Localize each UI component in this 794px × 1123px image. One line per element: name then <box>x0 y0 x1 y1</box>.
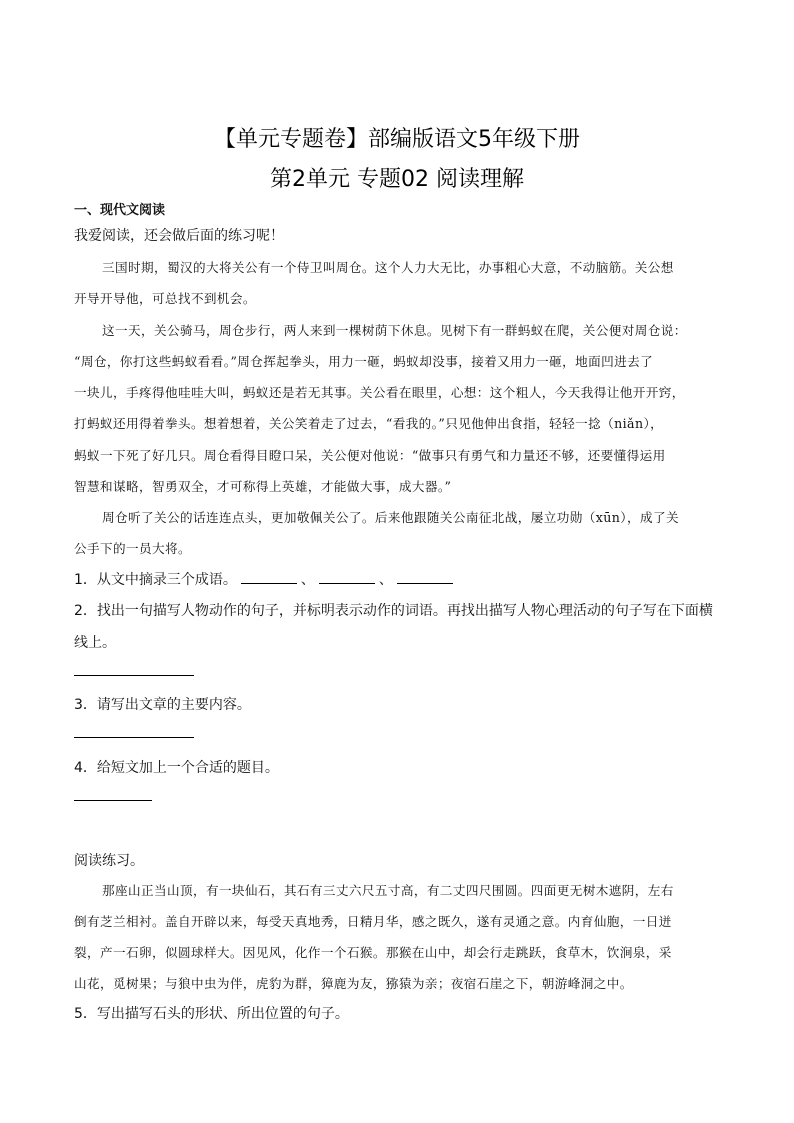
answer-line[interactable] <box>74 675 194 676</box>
intro-text: 我爱阅读，还会做后面的练习呢！ <box>74 228 284 244</box>
question-3: 3．请写出文章的主要内容。 <box>74 697 251 713</box>
answer-line[interactable] <box>74 737 194 738</box>
answer-blank[interactable] <box>241 571 297 584</box>
passage1-line: 智慧和谋略，智勇双全，才可称得上英雄，才能做大事，成大器。” <box>74 479 452 494</box>
question-4: 4．给短文加上一个合适的题目。 <box>74 760 279 776</box>
passage1-line: 一块儿，手疼得他哇哇大叫，蚂蚁还是若无其事。关公看在眼里，心想：这个粗人，今天我得让他开开窍， <box>74 385 685 400</box>
passage2-line: 倒有芝兰相衬。盖自开辟以来，每受天真地秀，日精月华，感之既久，遂有灵通之意。内育仙胞，一日迸 <box>74 914 672 929</box>
section-heading: 一、现代文阅读 <box>74 203 166 218</box>
answer-line[interactable] <box>74 800 152 801</box>
question-2-line1: 2．找出一句描写人物动作的句子，并标明表示动作的词语。再找出描写人物心理活动的句子写在下面横 <box>74 603 713 619</box>
answer-blank[interactable] <box>397 571 453 584</box>
passage1-line: 开导开导他，可总找不到机会。 <box>74 291 256 306</box>
passage2-line: 裂，产一石卵，似圆球样大。因见风，化作一个石猴。那猴在山中，却会行走跳跃，食草木，饮涧泉，采 <box>74 945 672 960</box>
document-subtitle: 第2单元 专题02 阅读理解 <box>270 167 524 192</box>
passage2-line: 山花，觅树果；与狼中虫为伴，虎豹为群，獐鹿为友，猕猿为亲；夜宿石崖之下，朝游峰洞之中。 <box>74 976 633 991</box>
separator: 、 <box>300 572 315 588</box>
document-title: 【单元专题卷】部编版语文5年级下册 <box>214 127 580 152</box>
passage2-line: 那座山正当山顶，有一块仙石，其石有三丈六尺五寸高，有二丈四尺围圆。四面更无树木遮阴，左右 <box>102 883 674 898</box>
intro2-text: 阅读练习。 <box>74 853 144 869</box>
passage1-line: 周仓听了关公的话连连点头，更加敬佩关公了。后来他跟随关公南征北战，屡立功勋（xūn），成了关 <box>102 510 679 525</box>
passage1-line: 蚂蚁一下死了好几只。周仓看得目瞪口呆，关公便对他说：“做事只有勇气和力量还不够，还要懂得运用 <box>74 448 666 463</box>
question-2-line2: 线上。 <box>74 635 116 651</box>
answer-blank[interactable] <box>319 571 375 584</box>
question-1 <box>74 569 457 589</box>
passage1-line: 这一天，关公骑马，周仓步行，两人来到一棵树荫下休息。见树下有一群蚂蚁在爬，关公便对周仓说： <box>102 323 687 338</box>
passage1-line: 三国时期，蜀汉的大将关公有一个侍卫叫周仓。这个人力大无比，办事粗心大意，不动脑筋。关公想 <box>102 260 674 275</box>
passage1-line: 公手下的一员大将。 <box>74 541 191 556</box>
passage1-line: 打蚂蚁还用得着拳头。想着想着，关公笑着走了过去，“看我的。”只见他伸出食指，轻轻一捻（niǎn）， <box>74 416 664 431</box>
separator: 、 <box>378 572 393 588</box>
passage1-line: “周仓，你打这些蚂蚁看看。”周仓挥起拳头，用力一砸，蚂蚁却没事，接着又用力一砸，地面凹进去了 <box>74 354 654 369</box>
question-1-text: 1．从文中摘录三个成语。 <box>74 572 237 588</box>
question-5: 5．写出描写石头的形状、所出位置的句子。 <box>74 1006 349 1022</box>
